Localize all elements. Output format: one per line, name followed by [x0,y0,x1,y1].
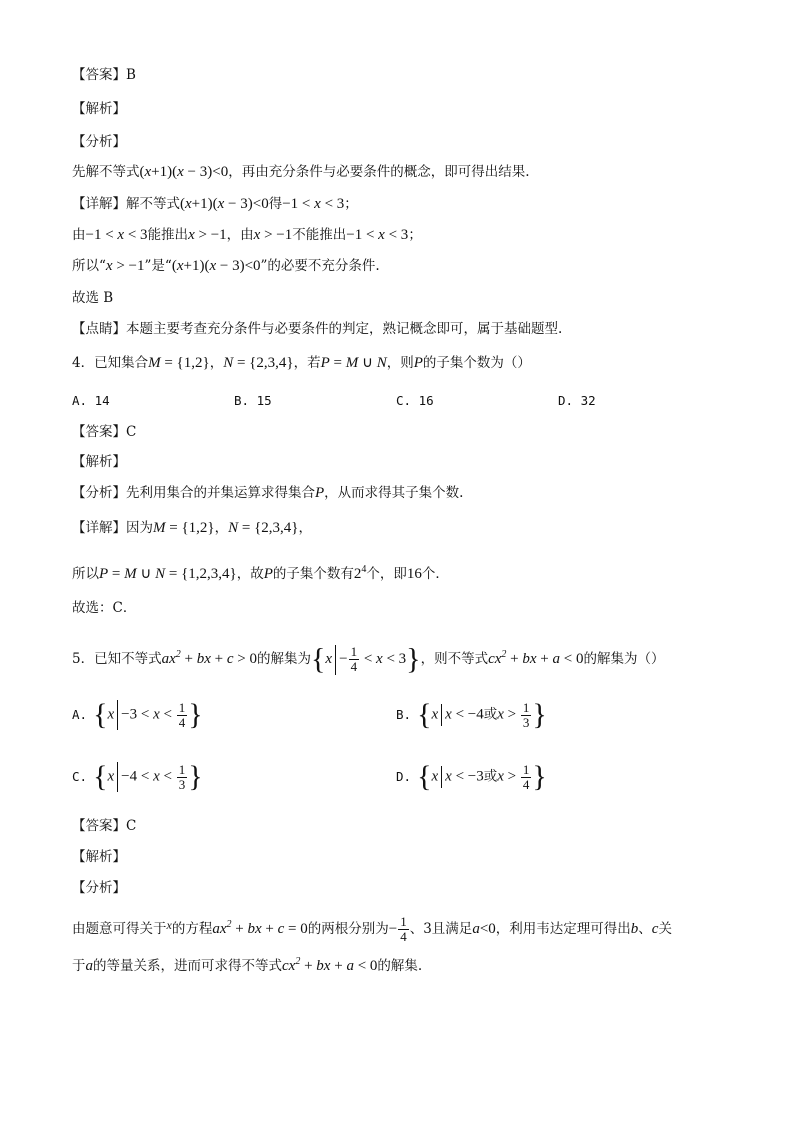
fenxi-label: 【分析】 [72,880,126,896]
math: (x+1)(x − 3)<0 [171,258,261,274]
text: ，从而求得其子集个数. [324,485,464,501]
q5-answer: C [126,818,137,834]
fenxi-label: 【分析】 [72,134,126,150]
math: a [472,921,480,937]
q3-line2: 由−1 < x < 3能推出x > −1，由x > −1不能推出−1 < x < 3； [72,227,422,243]
text: 由题意可得关于 [72,921,167,937]
q3-dianjing [72,319,734,339]
text: 的方程 [171,921,213,937]
text: 的两根分别为 [307,921,389,937]
text: ，利用韦达定理可得出 [495,921,631,937]
answer-label: 【答案】 [72,818,126,834]
text: 所以“ [72,258,106,274]
math: 16 [406,566,422,582]
q4-stem: 4．已知集合M = {1,2}，N = {2,3,4}，若P = M ∪ N，则P的子集个数为（） [72,355,531,371]
text: ”的必要不充分条件. [260,258,380,274]
text: 的解集. [377,958,423,974]
analysis-label: 【解析】 [72,101,126,117]
math: P [315,485,325,501]
q3-xiangjie: 【详解】解不等式(x+1)(x − 3)<0得−1 < x < 3； [72,196,358,212]
q4-option-c: C. 16 [396,393,434,408]
q5-stem: 5．已知不等式$ax^2$ + bx + c > 0的解集为{x − $\frac{1}{4}$ < x < 3}，则不等式$cx^2$ + bx + a < 0的解集为（） [72,642,665,676]
q3-fenxi-text [72,162,734,182]
q5-option-b: B. {x x < −4或x > $\frac{1}{3}$ } [396,698,547,731]
q3-choose [72,288,734,308]
math: $cx^2$ [282,956,301,974]
math: P [263,566,273,582]
text: 的子集个数有 [272,566,354,582]
text: ，由 [226,227,254,243]
option-label: A. [72,706,88,722]
math: M = {1,2} [153,520,215,536]
q3-fenxi-heading [72,132,734,152]
q3-answer: B [126,67,136,83]
text: ，则不等式 [420,651,489,667]
math: P = M ∪ N [320,355,387,371]
math: (x+1)(x − 3)<0 [139,164,229,180]
q5-fenxi-line2: 于a的等量关系，进而可求得不等式$cx^2$ + bx + a < 0的解集. [72,956,423,974]
math: (x+1)(x − 3)<0 [180,196,269,212]
math: { [311,642,326,676]
math: x > −1 [253,227,293,243]
text: 、 [638,921,652,937]
q5-option-c: C. {x −4 < x < $\frac{1}{3}$ } [72,760,203,793]
option-label: C. [72,768,88,784]
option-label: B. [396,706,412,722]
q3-answer-line [72,65,734,85]
text: 关 [658,921,672,937]
q5-fenxi-line1: 由题意可得关于x的方程$ax^2$ + bx + c = 0的两根分别为− $\frac{1}{4}$ 、3且满足a<0，利用韦达定理可得出b、c关 [72,914,672,944]
text: 本题主要考查充分条件与必要条件的判定，熟记概念即可，属于基础题型. [126,321,563,337]
q4-option-d: D. 32 [558,393,596,408]
xiangjie-label: 【详解】 [72,520,126,536]
math: N = {2,3,4} [223,355,294,371]
text: 先解不等式 [72,164,140,180]
text: 或 [483,706,498,723]
math: a [85,958,93,974]
q4-answer-line [72,422,734,442]
analysis-label: 【解析】 [72,849,126,865]
q5-answer-line [72,816,734,836]
text: 先利用集合的并集运算求得集合 [126,485,315,501]
q5-fenxi-heading [72,878,734,898]
text: 故选 B [72,290,114,306]
math: −1 < x < 3 [85,227,148,243]
text: 个，即 [366,566,407,582]
math: P [413,355,423,371]
q3-line3 [72,256,734,276]
analysis-label: 【解析】 [72,454,126,470]
text: 的子集个数为（） [422,355,531,371]
math: x > −1 [105,258,145,274]
math: −1 < x < 3 [282,196,345,212]
math: $ax^2$ [161,649,181,667]
fenxi-label: 【分析】 [72,485,126,501]
text: 的解集为（） [583,651,665,667]
math: x > −1 [188,227,227,243]
answer-label: 【答案】 [72,67,126,83]
q5-option-d: D. {x x < −3或x > $\frac{1}{4}$ } [396,760,547,793]
text: ，则 [386,355,414,371]
math: $cx^2$ [488,649,507,667]
xiangjie-label: 【详解】 [72,196,126,212]
q5-analysis-heading [72,847,734,867]
text: 由 [72,227,86,243]
text: 或 [483,768,498,785]
dianjing-label: 【点睛】 [72,321,126,337]
text: 个． [421,566,449,582]
q4-choose [72,598,734,618]
text: 的解集为 [257,651,312,667]
text: 、3且满足 [409,921,473,937]
q3-analysis-heading [72,99,734,119]
math: x [166,918,172,932]
q4-fenxi [72,483,734,503]
q4-line2 [72,560,734,584]
q4-answer: C [126,424,137,440]
text: 所以 [72,566,99,582]
text: ，再由充分条件与必要条件的概念，即可得出结果. [228,164,530,180]
math: M = {1,2} [148,355,210,371]
text: 解不等式 [126,196,180,212]
math: P = M ∪ N = {1,2,3,4} [99,566,237,582]
text: 的等量关系，进而可求得不等式 [93,958,282,974]
text: 于 [72,958,86,974]
text: ”是“ [144,258,172,274]
text: 因为 [126,520,153,536]
text: 4．已知集合 [72,355,149,371]
math: N = {2,3,4} [228,520,299,536]
q4-option-a: A. 14 [72,393,110,408]
text: 不能推出 [292,227,347,243]
q4-xiangjie: 【详解】因为M = {1,2}，N = {2,3,4}， [72,520,312,536]
text: 能推出 [147,227,189,243]
math: −1 < x < 3 [346,227,409,243]
math: $ax^2$ [212,919,232,937]
text: 得 [268,196,283,212]
math: $2^4$ [353,564,367,582]
q4-analysis-heading [72,452,734,472]
text: 故选：C． [72,600,137,616]
text: 5．已知不等式 [72,651,162,667]
answer-label: 【答案】 [72,424,126,440]
q5-option-a: A. {x −3 < x < $\frac{1}{4}$ } [72,698,203,731]
text: ，故 [236,566,264,582]
option-label: D. [396,768,412,784]
q4-option-b: B. 15 [234,393,272,408]
text: ，若 [293,355,321,371]
